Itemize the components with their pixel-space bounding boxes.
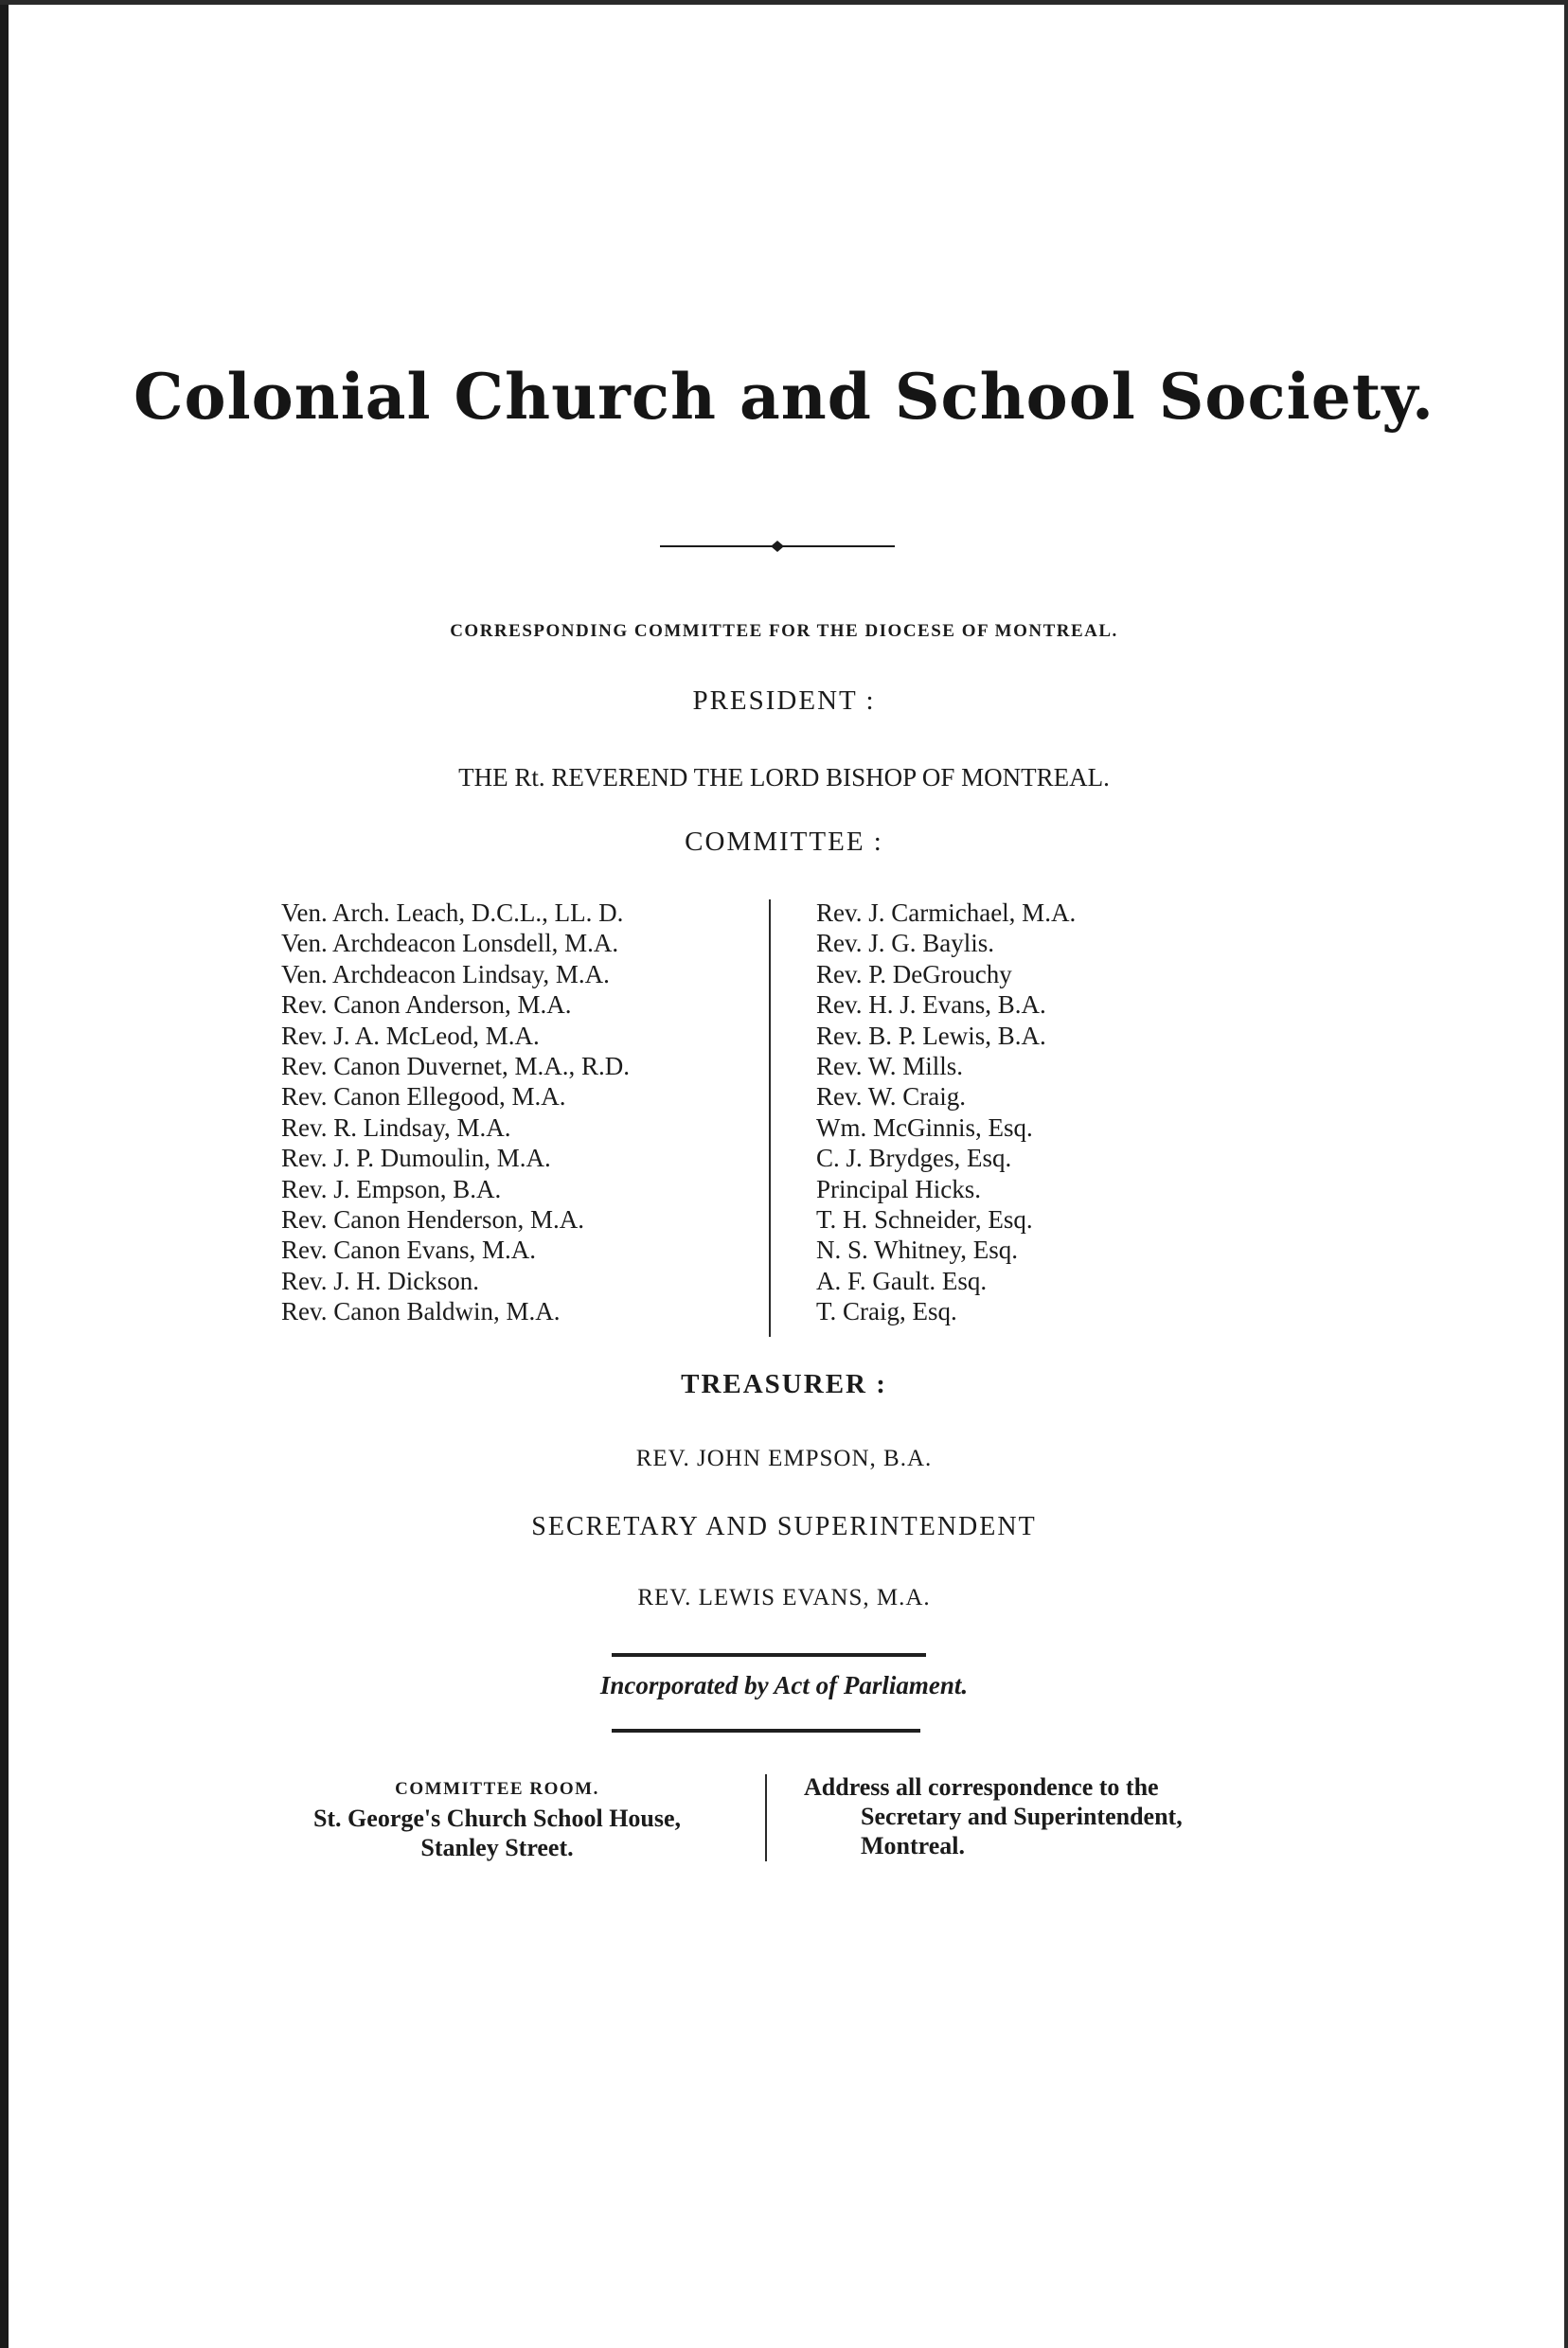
president-name: THE Rt. REVEREND THE LORD BISHOP OF MONTREAL. <box>458 763 1110 792</box>
committee-member: T. Craig, Esq. <box>816 1297 957 1326</box>
committee-member: Rev. H. J. Evans, B.A. <box>816 990 1046 1020</box>
committee-member: Rev. J. H. Dickson. <box>281 1266 479 1295</box>
committee-member: Wm. McGinnis, Esq. <box>816 1112 1033 1142</box>
secretary-name: REV. LEWIS EVANS, M.A. <box>637 1585 931 1610</box>
correspondence-note <box>804 1772 1296 1860</box>
committee-member: Rev. W. Mills. <box>816 1052 964 1081</box>
page-edge-top <box>0 0 1568 5</box>
committee-member: Rev. B. P. Lewis, B.A. <box>816 1021 1046 1050</box>
incorporation-note: Incorporated by Act of Parliament. <box>599 1671 969 1699</box>
committee-member: Rev. W. Craig. <box>816 1082 966 1112</box>
committee-room-address <box>256 1774 739 1862</box>
committee-member: Rev. R. Lindsay, M.A. <box>281 1112 511 1142</box>
committee-list-right <box>816 898 1290 1327</box>
committee-room-heading: COMMITTEE ROOM. <box>395 1779 599 1799</box>
president-heading: PRESIDENT : <box>692 685 876 716</box>
committee-member: Ven. Archdeacon Lindsay, M.A. <box>281 959 610 988</box>
society-title: Colonial Church and School Society. <box>134 360 1434 434</box>
divider-rule-bottom <box>612 1729 920 1733</box>
committee-column-divider <box>769 899 771 1337</box>
correspondence-line: Secretary and Superintendent, <box>861 1803 1183 1830</box>
address-line: Stanley Street. <box>420 1834 574 1861</box>
committee-member: Rev. Canon Henderson, M.A. <box>281 1205 584 1235</box>
committee-member: C. J. Brydges, Esq. <box>816 1144 1012 1173</box>
committee-member: Rev. Canon Evans, M.A. <box>281 1236 536 1265</box>
divider-rule-top <box>612 1653 926 1657</box>
committee-member: Rev. J. Carmichael, M.A. <box>816 898 1077 927</box>
address-line: St. George's Church School House, <box>312 1805 682 1832</box>
committee-member: Rev. J. G. Baylis. <box>816 929 994 958</box>
committee-member: Rev. J. A. McLeod, M.A. <box>281 1021 540 1050</box>
treasurer-heading: TREASURER : <box>681 1369 887 1399</box>
committee-member: Rev. Canon Baldwin, M.A. <box>281 1297 561 1326</box>
committee-list-left <box>281 898 764 1327</box>
committee-member: T. H. Schneider, Esq. <box>816 1205 1033 1235</box>
committee-heading: COMMITTEE : <box>685 827 883 857</box>
committee-member: Ven. Arch. Leach, D.C.L., LL. D. <box>281 898 624 927</box>
page-edge-left <box>0 0 9 2348</box>
committee-member: Rev. Canon Duvernet, M.A., R.D. <box>281 1052 630 1081</box>
page-edge-right <box>1564 0 1568 2348</box>
secretary-heading: SECRETARY AND SUPERINTENDENT <box>531 1512 1037 1541</box>
committee-subheading: CORRESPONDING COMMITTEE FOR THE DIOCESE OF MONTREAL. <box>450 621 1118 641</box>
footer-column-divider <box>765 1774 767 1861</box>
title-ornament-rule <box>660 540 895 553</box>
treasurer-name: REV. JOHN EMPSON, B.A. <box>635 1446 933 1471</box>
committee-member: Principal Hicks. <box>816 1174 981 1203</box>
correspondence-line: Address all correspondence to the <box>804 1773 1159 1801</box>
correspondence-line: Montreal. <box>861 1832 965 1859</box>
committee-member: Rev. J. P. Dumoulin, M.A. <box>281 1144 551 1173</box>
committee-member: Rev. J. Empson, B.A. <box>281 1174 502 1203</box>
committee-member: Rev. Canon Anderson, M.A. <box>281 990 572 1020</box>
committee-member: N. S. Whitney, Esq. <box>816 1236 1018 1265</box>
committee-member: Rev. P. DeGrouchy <box>816 959 1012 988</box>
committee-member: Ven. Archdeacon Lonsdell, M.A. <box>281 929 619 958</box>
committee-member: Rev. Canon Ellegood, M.A. <box>281 1082 566 1112</box>
committee-member: A. F. Gault. Esq. <box>816 1266 988 1295</box>
